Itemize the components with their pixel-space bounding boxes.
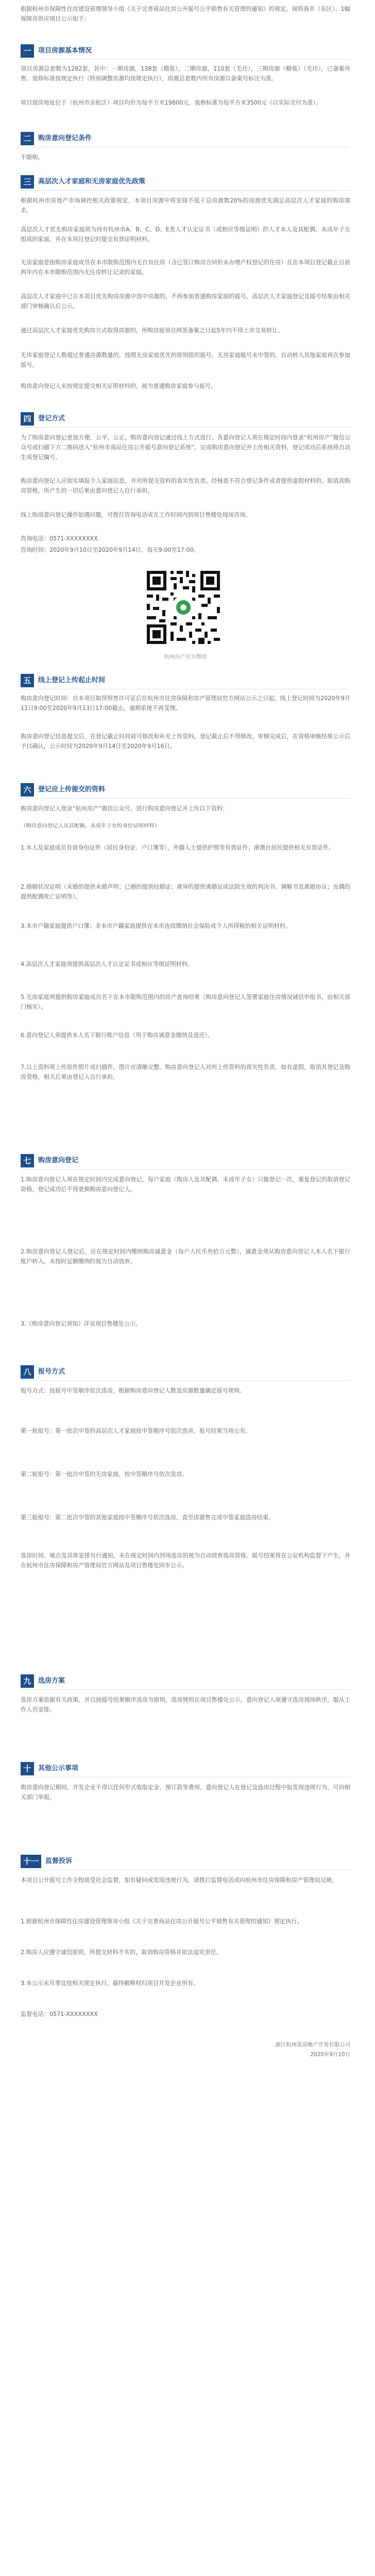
footer	[276, 2040, 350, 2060]
s3-paragraph-3: 无房家庭是指购房家庭成员在本市限购范围内无自有住房（含已签订购房合同但未办理产权登记的住房）且在本项目登记截止日前两年内在本市限购范围内无住房转让记录的家庭。	[21, 259, 350, 276]
s7-item-2: 2.购房意向登记人登记后，应在规定时间内缴纳购房诚意金（每户人民币叁拾万元整），诚意金须从购房意向登记人本人名下银行账户转入，未按时足额缴纳的视为自动放弃。	[21, 1248, 350, 1265]
s3-paragraph-7: 购房意向登记人未按规定提交相关证明材料的，视为普通购房家庭参与摇号。	[21, 383, 217, 389]
section-divider	[21, 427, 350, 428]
section-number: 九	[21, 1674, 34, 1688]
s4-phone: 咨询电话：0571-XXXXXXXX	[21, 535, 98, 542]
s2-paragraph-1: 不限购。	[21, 154, 44, 161]
section-1-header	[21, 44, 350, 58]
section-title: 线上登记上传起止时间	[38, 676, 106, 684]
s10-paragraph-1: 购房意向登记期间，开发企业不得以任何形式收取定金、预订款等费用。意向登记人在登记及选房过程中如发现违规行为，可向相关部门举报。	[21, 1784, 350, 1801]
section-title: 高层次人才家庭和无房家庭优先政策	[38, 178, 146, 185]
section-title: 选房方案	[38, 1677, 65, 1685]
section-title: 登记方式	[38, 415, 65, 422]
s11-paragraph-1: 本项目公开摇号工作全程接受社会监督，如有疑问或发现违规行为，请拨打监督电话或向杭州市住房保障和房产管理局反映。	[21, 1877, 338, 1884]
section-title: 购房意向登记条件	[38, 134, 92, 142]
section-title: 报号方式	[38, 1368, 65, 1376]
section-number: 七	[21, 1154, 34, 1167]
section-divider	[21, 1169, 350, 1170]
footer-date: 2020年9月10日	[310, 2052, 350, 2058]
footer-organization: 浙江杭州某房地产开发有限公司	[275, 2042, 350, 2048]
s4-hours: 咨询时间：2020年9月10日至2020年9月14日，每天9:00至17:00。	[21, 547, 200, 553]
section-divider	[21, 1380, 350, 1381]
section-10-header	[21, 1762, 350, 1775]
section-3-header	[21, 175, 350, 189]
section-number: 十	[21, 1762, 34, 1775]
s9-paragraph-1: 选房方案依据有关政策，并以按摇号结果顺序选房为原则，选房规则在项目售楼处公示，意向登记人须遵守选房现场秩序，服从工作人员安排。	[21, 1697, 350, 1713]
section-number: 四	[21, 412, 34, 426]
s4-paragraph-2: 购房意向登记人应如实填报个人家庭信息，并对所提交资料的真实性负责。经核查不符合登记条件或者提供虚假材料的，取消其购房资格，所产生的一切后果由意向登记人自行承担。	[21, 478, 350, 494]
s3-paragraph-4: 高层次人才家庭中已在本项目优先购房房源中选中房源的，不再参加普通购房家庭的摇号。高层次人才家庭登记及摇号结果由相关部门审核确认后公示。	[21, 293, 350, 310]
intro-paragraph: 根据杭州市保障性住房建设管理领导小组《关于完善商品住房公开摇号公平销售有关管理的通知》的规定，现将我市（东区）、1幅保障房供应项目公示如下：	[21, 6, 350, 22]
section-4-header	[21, 412, 350, 426]
s3-paragraph-1: 根据杭州市房地产市场调控相关政策规定，本项目房源中将安排不低于总房源数20%的房源优先满足高层次人才家庭的购房需求。	[21, 197, 350, 214]
s5-paragraph-1: 购房意向登记时间：自本项目取得预售许可证后在杭州市住房保障和房产管理局官方网站公示之日起，线上登记时间为2020年9月11日9:00至2020年9月13日17:00截止，逾期系统不再受理。	[21, 695, 350, 711]
section-title: 登记应上传提交的资料	[38, 786, 106, 793]
section-divider	[21, 798, 350, 799]
section-8-header	[21, 1365, 350, 1379]
section-title: 监督投诉	[45, 1857, 73, 1865]
section-2-header	[21, 132, 350, 145]
s6-item-1: 1.本人及家庭成员有效身份证件（居民身份证、户口簿等），外籍人士提供护照等有效证件；港澳台居民提供相关有效证件。	[21, 844, 335, 851]
section-title: 购房意向登记	[38, 1157, 79, 1164]
s6-item-7: 7.以上资料须上传原件照片或扫描件，图片应清晰完整。购房意向登记人对所上传资料的真实性负责，如有虚假，取消其登记及购房资格，相关后果由登记人自行承担。	[21, 1064, 350, 1080]
s8-round-2: 第二轮报号：第一批次中签的无房家庭，按中签顺序号依次选房。	[21, 1471, 188, 1478]
s3-paragraph-2: 高层次人才优先购房家庭须为持有杭州市A、B、C、D、E类人才认定证书（或相应等级证明）的人才本人及其配偶、未成年子女组成的家庭，并在本项目登记时提交有效证明材料。	[21, 226, 350, 243]
s6-item-4: 4.高层次人才家庭须提供高层次人才认定证书或相应等级证明材料。	[21, 961, 194, 968]
section-number: 一	[21, 44, 34, 58]
qr-code-image	[142, 566, 225, 649]
s6-item-6: 6.意向登记人须提供本人名下银行账户信息（用于购房诚意金缴纳及退还）。	[21, 1032, 214, 1039]
s11-note-2: 2.购房人应遵守诚信原则，所提交材料不实的，取消购房资格并依法追究责任。	[21, 1949, 223, 1956]
s8-paragraph-5: 选房时间、地点及具体安排另行通知，未在规定时间内到场选房的视为自动放弃选房资格。摇号结果将在公证机构监督下产生，并在杭州市住房保障和房产管理局官方网站及项目售楼处同步公示。	[21, 1552, 350, 1569]
s5-paragraph-2: 购房意向登记信息提交后，在登记截止时间前可修改和补充上传资料，登记截止后不得修改。审核完成后，在资格审核结果公示后予以确认，公示时间为2020年9月14日至2020年9月16日。	[21, 733, 350, 750]
section-7-header	[21, 1154, 350, 1167]
s3-paragraph-6: 无房家庭登记人数超过普通房源数量的，按照无房家庭优先的原则组织摇号，无房家庭摇号未中签的，自动转入其他家庭再次参加摇号。	[21, 352, 350, 368]
s11-phone: 监督电话：0571-XXXXXXXX	[21, 2011, 98, 2018]
section-9-header	[21, 1674, 350, 1688]
section-divider	[21, 190, 350, 191]
s6-item-3: 3.本市户籍家庭提供户口簿；非本市户籍家庭提供在本市连续缴纳社会保险或个人所得税的相关证明材料。	[21, 923, 292, 929]
s7-item-1: 1.购房意向登记人须在规定时间内完成意向登记，每户家庭（购房人及其配偶、未成年子女）只能登记一次，重复登记的取消登记资格。登记成功后不得更换购房意向登记人。	[21, 1176, 350, 1193]
qr-code-caption: 杭州房产官方微信	[164, 654, 207, 660]
section-title: 其他公示事项	[38, 1765, 79, 1772]
section-6-header	[21, 783, 350, 796]
s3-paragraph-5: 通过高层次人才家庭优先购房方式取得房源的，所购房屋须自网签备案之日起5年内不得上市交易转让。	[21, 327, 284, 334]
s1-paragraph-2: 项目现房地址位于（杭州市余杭区）项目均价为每平方米19800元，装修标准为每平方米3500元（以实际交付为准）。	[21, 99, 322, 106]
s4-paragraph-1: 为了购房意向登记更加方便、公平、公正，购房意向登记通过线上方式进行。各意向登记人须在规定时间内登录“杭州房产”微信公众号或扫描下方二维码进入“杭州市商品住房公开摇号意向登记系统”，完成购房意向登记并上传相关资料，登记成功后系统将自动生成登记编号。	[21, 434, 350, 461]
s6-item-5: 5.无房家庭须提供购房家庭成员名下在本市限购范围内的房产查询结果（购房意向登记人签署家庭住房情况诚信申报书，由相关部门核实）。	[21, 994, 350, 1010]
s4-paragraph-3: 线上购房意向登记操作如遇问题，可拨打咨询电话或在工作时间内到项目售楼处现场咨询。	[21, 512, 251, 518]
section-number: 二	[21, 132, 34, 145]
section-divider	[21, 1689, 350, 1690]
section-title: 项目房源基本情况	[38, 47, 92, 55]
section-divider	[21, 59, 350, 60]
s6-paragraph-1: 购房意向登记人登录“杭州房产”微信公众号，进行购房意向登记并上传以下资料：	[21, 805, 229, 812]
qr-code-graphic	[142, 566, 225, 649]
section-11-header	[21, 1855, 350, 1868]
section-5-header	[21, 674, 350, 687]
section-number: 三	[21, 175, 34, 189]
section-number: 十一	[21, 1855, 41, 1868]
s6-paragraph-2: （购房意向登记人及其配偶、未成年子女的身份证明材料）	[21, 823, 160, 829]
s1-paragraph-1: 项目房源总套数为1282套，其中：一期房源，138套（精装），二期房源，110套（毛坯），三期房源（精装）（毛坯），已备案待售。装修标准按规定执行（特别调整房源均按规定执行），房源总套数内所有房源以备案号标注为准。	[21, 65, 350, 82]
s11-note-1: 1.根据杭州市保障性住房建设管理领导小组《关于完善商品住房公开摇号公平销售有关管理的通知》规定执行。	[21, 1918, 303, 1925]
section-number: 五	[21, 674, 34, 687]
s8-paragraph-1: 报号方式：按摇号中签顺序依次选房，根据购房意向登记人数及房源数量确定摇号规则。	[21, 1387, 246, 1394]
s7-item-3: 3.《购房意向登记须知》详见项目售楼处公示。	[21, 1320, 142, 1327]
s8-round-3: 第三轮报号：第二批次中签的其他家庭按中签顺序号依次选房，直至房源售完或中签家庭选房结束。	[21, 1514, 275, 1521]
s11-note-3: 3.本公示未尽事宜按相关规定执行，最终解释权归项目开发企业所有。	[21, 1980, 199, 1987]
section-number: 六	[21, 783, 34, 796]
s6-item-2: 2.婚姻状况证明（未婚的提供未婚声明；已婚的提供结婚证；离异的提供离婚证或法院生效的判决书、调解书及离婚协议；丧偶的提供配偶死亡证明等）。	[21, 884, 350, 900]
section-number: 八	[21, 1365, 34, 1379]
s8-round-1: 第一轮报号：第一批次中签的高层次人才家庭按中签顺序号依次选房，报号结果当场公布。	[21, 1428, 251, 1434]
